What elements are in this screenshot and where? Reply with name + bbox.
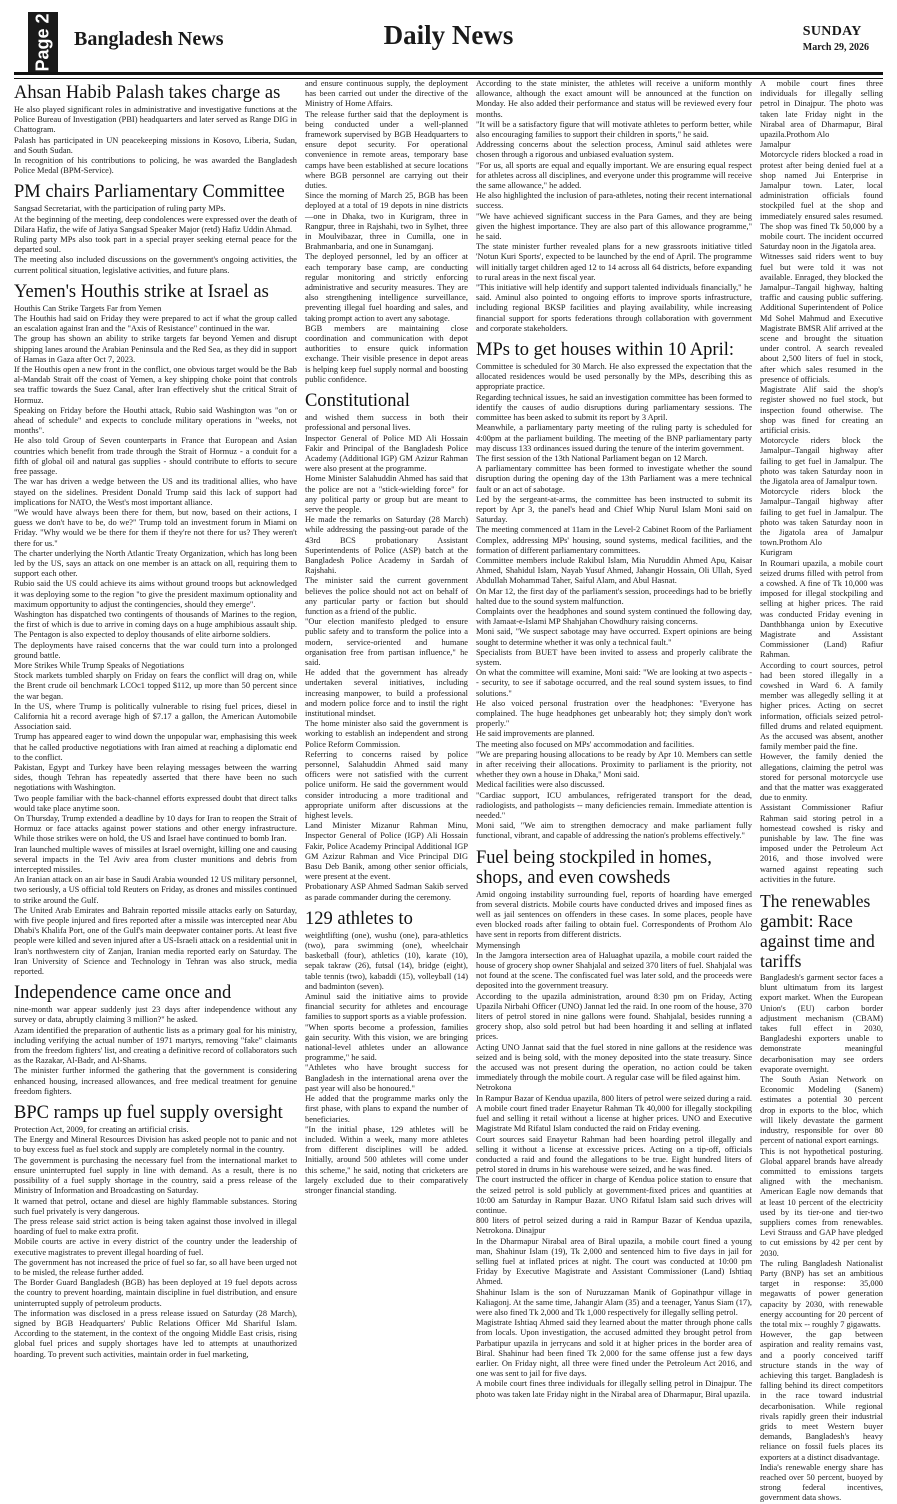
article-paragraph: The government is purchasing the necessary fuel from the international market to ensure uninterrupted fuel supply in line with demand. As a result, there is no possibility of a fuel supply shortage in the country, said a press release of the Ministry of Information and Broadcasting on Saturday. — [14, 1155, 297, 1196]
article-body — [14, 204, 297, 275]
article-body — [476, 362, 752, 842]
article-paragraph: Acting UNO Jannat said that the fuel stored in nine gallons at the residence was seized and is being sold, with the money deposited into the state treasury. Since the accused was not present during the operation, no action could be taken immediately through the mobile court. A regular case will be filed against him. — [476, 1042, 752, 1083]
article-paragraph: The group has shown an ability to strike targets far beyond Yemen and disrupt shipping lanes around the Arabian Peninsula and the Red Sea, as they did in support of Hamas in Gaza after Oct 7, 2023. — [14, 334, 297, 364]
headline-independence: Independence came once and — [14, 983, 232, 1004]
article-paragraph: "We are preparing housing allocations to be ready by Apr 10. Members can settle in after receiving their allocations. Proximity to parliament is the priority, not whether they own a house in Dhaka," Moni said. — [476, 749, 752, 780]
article-paragraph: The first session of the 13th National Parliament began on 12 March. — [476, 453, 708, 463]
article-paragraph: In the US, where Trump is politically vulnerable to rising fuel prices, diesel in California hit a record average high of $7.17 a gallon, the American Automobile Association said. — [14, 701, 297, 732]
newspaper-title: Daily News — [383, 20, 514, 50]
article-paragraph: Magistrate Ishtiaq Ahmed said they learned about the matter through phone calls from locals. Upon investigation, the accused admitted they brought petrol from Parbatipur upazila in jerrycans and sold it at higher prices in the border area of Biral. Shahinur had been fined Tk 2,000 for the same offense just a few days earlier. On Friday night, all three were fined under the Petroleum Act 2016, and one was sent to jail for five days. — [476, 1318, 752, 1379]
headline-houthis: Yemen's Houthis strike at Israel as — [14, 281, 269, 302]
article-paragraph: Meanwhile, a parliamentary party meeting of the ruling party is scheduled for 4:00pm at the parliament building. The meeting of the BNP parliamentary party may discuss 133 ordinances issued during the tenure of the interim government. — [476, 423, 752, 453]
article-paragraph: In Roumari upazila, a mobile court seized drums filled with petrol from a cowshed. A fine of Tk 10,000 was imposed for illegal stockpiling and selling at higher prices. The raid was conducted Friday evening in Danthbhanga union by Executive Magistrate and Assistant Commissioner (Land) Rafiur Rahman. — [760, 558, 883, 660]
masthead — [14, 0, 883, 72]
article-paragraph: Complaints over the headphones and sound system continued the following day, with Jamaat-e-Islami MP Shahjahan Chowdhury raising concerns. — [476, 606, 752, 627]
article-paragraph: 800 liters of petrol seized during a raid in Rampur Bazar of Kendua upazila, Netrokona. Dinajpur — [476, 1216, 752, 1236]
article-paragraph: "Our election manifesto pledged to ensure public safety and to transform the police into a modern, service-oriented and humane organisation free from partisan influence," he said. — [305, 617, 468, 667]
article-paragraph: Led by the sergeant-at-arms, the committee has been instructed to submit its report by Apr 3, the panel's head and Chief Whip Nurul Islam Moni said on Saturday. — [476, 494, 752, 525]
article-paragraph: Motorcycle riders block the Jamalpur–Tangail highway after failing to get fuel in Jamalpur. The photo was taken Saturday noon in the Jigatola area of Jamalpur town.Prothom Alo — [760, 487, 883, 548]
article-paragraph: In the Dharmapur Nirabal area of Biral upazila, a mobile court fined a young man, Shahinur Islam (19), Tk 2,000 and sentenced him to five days in jail for selling fuel at inflated prices at night. The court was conducted at 10:00 pm Friday by Executive Magistrate and Assistant Commissioner (Land) Ishtiaq Ahmed. — [476, 1236, 752, 1287]
article-paragraph: The war has driven a wedge between the US and its traditional allies, who have stayed on the sidelines. President Donald Trump said this lack of support had implications for NATO, the West's most important alliance. — [14, 477, 297, 507]
article-body — [476, 79, 752, 334]
article-paragraph: However, the gap between aspiration and reality remains vast, and a poorly conceived tariff structure stands in the way of achieving this target. Bangladesh is falling behind its direct competitors in the race toward industrial decarbonisation. While regional rivals rapidly green their industrial grids to meet Western buyer demands, Bangladesh's heavy reliance on fossil fuels places its exporters at a distinct disadvantage. — [760, 1330, 883, 1462]
article-paragraph: The minister said the current government believes the police should not act on behalf of any particular party or faction but should function as a friend of the public. — [305, 576, 468, 616]
article-paragraph: The minister further informed the gathering that the government is considering enhanced housing, increased allowances, and free medical treatment for genuine freedom fighters. — [14, 1066, 297, 1096]
article-paragraph: Amid ongoing instability surrounding fuel, reports of hoarding have emerged from several districts. Mobile courts have conducted drives and imposed fines as well as jail sentences on offenders in these cases. In some places, people have even blocked roads after failing to obtain fuel. Correspondents of Prothom Alo have sent in reports from different districts. — [476, 889, 752, 940]
article-paragraph: Sangsad Secretariat, with the participation of ruling party MPs. — [14, 204, 226, 214]
article-paragraph: Mobile courts are active in every district of the country under the leadership of executive magistrates to prevent illegal hoarding of fuel. — [14, 1237, 297, 1257]
article-paragraph: Motorcycle riders blocked a road in protest after being denied fuel at a shop named Jui Enterprise in Jamalpur town. Later, local administration officials found stockpiled fuel at the shop and immediately ensured sales resumed. The shop was fined Tk 50,000 by a mobile court. The incident occurred Saturday noon in the Jigatola area. — [760, 150, 883, 252]
article-paragraph: Kurigram — [760, 548, 793, 558]
article-body — [14, 1125, 297, 1360]
dateline — [803, 24, 869, 53]
article-houthis — [14, 282, 297, 977]
article-paragraph: The information was disclosed in a press release issued on Saturday (28 March), signed by BGB Headquarters' Public Relations Officer Md Shariful Islam. According to the statement, in the context of the ongoing Middle East crisis, rising global fuel prices and supply shortages have led to attempts at unauthorized hoarding. To prevent such activities, maintain order in fuel marketing, — [14, 1308, 297, 1359]
article-paragraph: The meeting commenced at 11am in the Level-2 Cabinet Room of the Parliament Complex, addressing MPs' housing, sound systems, medical facilities, and the formation of different parliamentary committees. — [476, 525, 752, 555]
article-athletes — [305, 909, 468, 1196]
article-paragraph: The deployments have raised concerns that the war could turn into a prolonged ground battle. — [14, 640, 297, 660]
column-1 — [14, 79, 297, 1369]
article-paragraph: Rubio said the US could achieve its aims without ground troops but acknowledged it was deploying some to the region "to give the president maximum optionality and maximum opportunity to adjust the contingencies, should they emerge". — [14, 579, 297, 609]
article-paragraph: Home Minister Salahuddin Ahmed has said that the police are not a "stick-wielding force" for any political party or group but are meant to serve the people. — [305, 474, 468, 514]
article-paragraph: "We have achieved significant success in the Para Games, and they are being given the highest importance. They are also part of this allowance programme," he said. — [476, 211, 752, 242]
article-paragraph: nine-month war appear suddenly just 23 days after independence without any survey or data, abruptly claiming 3 million?" he asked. — [14, 1005, 297, 1025]
article-paragraph: The state minister further revealed plans for a new grassroots initiative titled 'Notun Kuri Sports', expected to be launched by the end of April. The programme will initially target children aged 12 to 14 across all 64 districts, before expanding to rural areas in the next fiscal year. — [476, 242, 752, 282]
article-pm-chairs — [14, 182, 297, 275]
article-paragraph: Mymensingh — [476, 940, 521, 950]
article-paragraph: In recognition of his contributions to policing, he was awarded the Bangladesh Police Medal (BPM-Service). — [14, 156, 297, 176]
article-paragraph: The Border Guard Bangladesh (BGB) has been deployed at 19 fuel depots across the country to prevent hoarding, maintain discipline in fuel distribution, and ensure uninterrupted supply of petroleum products. — [14, 1278, 297, 1308]
masthead-rule-thick — [14, 72, 883, 75]
article-paragraph: It warned that petrol, octane and diesel are highly flammable substances. Storing such fuel privately is very dangerous. — [14, 1196, 297, 1216]
headline-fuel-stockpiled: Fuel being stockpiled in homes, shops, and even cowsheds — [476, 847, 712, 888]
article-paragraph: According to the upazila administration, around 8:30 pm on Friday, Acting Upazila Nirbahi Officer (UNO) Jannat led the raid. In one room of the house, 370 liters of petrol stored in nine gallons were found. Shahjalal, besides running a grocery shop, also sold petrol but had been hoarding it and selling at inflated prices. — [476, 991, 752, 1042]
article-sports-allowance — [476, 79, 752, 334]
article-paragraph: More Strikes While Trump Speaks of Negotiations — [14, 660, 185, 670]
article-paragraph: Assistant Commissioner Rafiur Rahman said storing petrol in a homestead cowshed is risky and punishable by law. The fine was imposed under the Petroleum Act 2016, and those involved were warned against repeating such activities in the future. — [760, 803, 883, 884]
article-paragraph: Trump has appeared eager to wind down the unpopular war, emphasising this week that he called productive negotiations with Iran aimed at reaching a diplomatic end to the conflict. — [14, 732, 297, 762]
article-body — [14, 304, 297, 977]
article-paragraph: The Houthis had said on Friday they were prepared to act if what the group called an escalation against Iran and the "Axis of Resistance" continued in the war. — [14, 314, 297, 334]
article-body — [305, 413, 468, 903]
article-constitutional — [305, 391, 468, 903]
article-paragraph: On Thursday, Trump extended a deadline by 10 days for Iran to reopen the Strait of Hormuz or face attacks against power stations and other energy infrastructure. While those strikes were on hold, the US and Israel have continued to bomb Iran. — [14, 814, 297, 844]
article-paragraph: In Rampur Bazar of Kendua upazila, 800 liters of petrol were seized during a raid. A mobile court fined trader Enayetur Rahman Tk 40,000 for illegally stockpiling fuel and selling it retail without a license at higher prices. UNO and Executive Magistrate Md Rifatul Islam conducted the raid on Friday evening. — [476, 1093, 752, 1134]
article-body — [760, 79, 883, 885]
article-paragraph: Azam identified the preparation of authentic lists as a primary goal for his ministry, including verifying the actual number of 1971 martyrs, removing "fake" claimants from the freedom fighters' list, and creating a definitive record of collaborators such as the Razakar, Al-Badr, and Al-Shams. — [14, 1025, 297, 1066]
article-bpc — [14, 1103, 297, 1360]
article-paragraph: Medical facilities were also discussed. — [476, 780, 605, 790]
article-paragraph: The charter underlying the North Atlantic Treaty Organization, which has long been led by the US, says an attack on one member is an attack on all, requiring them to support each other. — [14, 548, 297, 579]
dateline-day: SUNDAY — [802, 24, 862, 39]
article-paragraph: Washington has dispatched two contingents of thousands of Marines to the region, the first of which is due to arrive in coming days on a huge amphibious assault ship. The Pentagon is also expected to deploy thousands of elite airborne soldiers. — [14, 609, 297, 640]
article-paragraph: Protection Act, 2009, for creating an artificial crisis. — [14, 1125, 189, 1135]
article-bgb-continued — [305, 79, 468, 385]
article-paragraph: A mobile court fines three individuals for illegally selling petrol in Dinajpur. The photo was taken late Friday night in the Nirabal area of Dharmapur, Biral upazila. — [476, 1379, 752, 1399]
article-body — [760, 973, 883, 1504]
article-paragraph: He also told Group of Seven counterparts in France that European and Asian countries which benefit from trade through the Strait of Hormuz - a conduit for a fifth of global oil and natural gas supplies - should contribute to efforts to secure free passage. — [14, 436, 297, 477]
article-paragraph: At the beginning of the meeting, deep condolences were expressed over the death of Dilara Hafiz, the wife of Jatiya Sangsad Speaker Major (retd) Hafiz Uddin Ahmad. — [14, 214, 297, 234]
article-paragraph: and wished them success in both their professional and personal lives. — [305, 413, 468, 433]
article-paragraph: This is not hypothetical posturing. Global apparel brands have already committed to emissions targets aligned with the mechanism. American Eagle now demands that at least 10 percent of the electricity used by its tier-one and tier-two suppliers comes from renewables. Levi Strauss and GAP have pledged to cut emissions by 42 per cent by 2030. — [760, 1146, 883, 1258]
article-paragraph: He also highlighted the inclusion of para-athletes, noting their recent international success. — [476, 191, 752, 211]
article-paragraph: He also voiced personal frustration over the headphones: "Everyone has complained. The huge headphones get unbearably hot; they simply don't work properly." — [476, 698, 752, 729]
article-paragraph: Two people familiar with the back-channel efforts expressed doubt that direct talks would take place anytime soon. — [14, 793, 297, 813]
article-paragraph: and ensure continuous supply, the deployment has been carried out under the directive of the Ministry of Home Affairs. — [305, 79, 468, 109]
article-body — [305, 79, 468, 385]
article-paragraph: If the Houthis open a new front in the conflict, one obvious target would be the Bab al-Mandab Strait off the coast of Yemen, a key shipping choke point that controls sea traffic towards the Suez Canal, after Iran effectively shut the critical Strait of Hormuz. — [14, 365, 297, 405]
column-3 — [476, 79, 752, 1399]
article-paragraph: Palash has participated in UN peacekeeping missions in Kosovo, Liberia, Sudan, and South Sudan. — [14, 135, 297, 155]
article-paragraph: Shahinur Islam is the son of Nuruzzaman Manik of Gopinathpur village in Kaliagonj. At the same time, Jahangir Alam (35) and a teenager, Yanus Siam (17), were also fined Tk 2,000 and Tk 1,000 respectively for illegally selling petrol. — [476, 1287, 752, 1317]
article-paragraph: Referring to concerns raised by police personnel, Salahuddin Ahmed said many officers were not satisfied with the current police uniform. He said the government would consider introducing a more traditional and appropriate uniform after discussions at the highest levels. — [305, 749, 468, 821]
article-paragraph: Witnesses said riders went to buy fuel but were told it was not available. Enraged, they blocked the Jamalpur–Tangail highway, halting traffic and causing public suffering. Additional Superintendent of Police Md Sohel Mahmud and Executive Magistrate BMSR Alif arrived at the scene and brought the situation under control. A search revealed about 2,500 liters of fuel in stock, after which sales resumed in the presence of officials. — [760, 252, 883, 384]
article-paragraph: "In the initial phase, 129 athletes will be included. Within a week, many more athletes from different disciplines will be added. Initially, around 500 athletes will come under this scheme," he said, noting that cricketers are largely excluded due to their comparatively stronger financial standing. — [305, 1124, 468, 1195]
article-paragraph: "We would have always been there for them, but now, based on their actions, I guess we don't have to be, do we?" Trump told an investment forum in Miami on Friday. "Why would we be there for them if they're not there for us? They weren't there for us." — [14, 507, 297, 548]
article-paragraph: The meeting also included discussions on the government's ongoing activities, the current political situation, legislative activities, and future plans. — [14, 255, 297, 275]
article-paragraph: On Mar 12, the first day of the parliament's session, proceedings had to be briefly halted due to the sound system malfunction. — [476, 586, 752, 606]
columns — [14, 79, 883, 1503]
article-paragraph: The government has not increased the price of fuel so far, so all have been urged not to be misled, the release further added. — [14, 1257, 297, 1277]
article-paragraph: He also played significant roles in administrative and investigative functions at the Police Bureau of Investigation (PBI) headquarters and later served as Range DIG in Chattogram. — [14, 105, 297, 135]
article-paragraph: Committee members include Rakibul Islam, Mia Nuruddin Ahmed Apu, Kaisar Ahmed, Shahidul Islam, Nayab Yusuf Ahmed, Jahangir Hossain, Oli Ullah, Syed Abdullah Mohammad Taher, Saiful Alam, and Abul Hasnat. — [476, 555, 752, 586]
article-paragraph: Since the morning of March 25, BGB has been deployed at a total of 19 depots in nine districts—one in Dhaka, two in Kurigram, three in Rangpur, three in Rajshahi, two in Sylhet, three in Moulvibazar, three in Cumilla, one in Brahmanbaria, and one in Sunamganj. — [305, 191, 468, 252]
article-paragraph: Probationary ASP Ahmed Sadman Sakib served as parade commander during the ceremony. — [305, 882, 468, 902]
section-name: Bangladesh News — [74, 28, 224, 50]
dateline-date: March 29, 2026 — [802, 42, 869, 53]
article-paragraph: BGB members are maintaining close coordination and communication with depot authorities to ensure quick information exchange. Their visible presence in depot areas is helping keep fuel supply normal and boosting public confidence. — [305, 323, 468, 384]
article-paragraph: Pakistan, Egypt and Turkey have been relaying messages between the warring sides, though Tehran has repeatedly asserted that there have been no such negotiations with Washington. — [14, 762, 297, 793]
article-paragraph: Moni said, "We suspect sabotage may have occurred. Expert opinions are being sought to determine whether it was only a technical fault." — [476, 627, 752, 647]
article-body — [14, 105, 297, 176]
article-paragraph: "When sports become a profession, families gain security. With this vision, we are bringing national-level athletes under an allowance programme," he said. — [305, 1022, 468, 1063]
article-paragraph: India's renewable energy share has reached over 50 percent, buoyed by strong federal incentives, government data shows. — [760, 1462, 883, 1503]
article-paragraph: The court instructed the officer in charge of Kendua police station to ensure that the seized petrol is sold publicly at government-fixed prices and quantities at 10:00 am Saturday in Rampur Bazar. UNO Rifatul Islam said such drives will continue. — [476, 1175, 752, 1215]
article-paragraph: Regarding technical issues, he said an investigation committee has been formed to identify the causes of audio disruptions during parliamentary sessions. The committee has been asked to submit its report by 3 April. — [476, 392, 752, 423]
article-paragraph: Jamalpur — [760, 140, 791, 150]
article-paragraph: He added that the government has already undertaken several initiatives, including increasing manpower, to build a professional and modern police force and to instil the right institutional mindset. — [305, 668, 468, 718]
article-paragraph: Motorcycle riders block the Jamalpur–Tangail highway after failing to get fuel in Jamalpur. The photo was taken Saturday noon in the Jigatola area of Jamalpur town. — [760, 436, 883, 486]
headline-mps-houses: MPs to get houses within 10 April: — [476, 340, 734, 361]
article-paragraph: Houthis Can Strike Targets Far from Yemen — [14, 303, 162, 313]
article-fuel-continued — [760, 79, 883, 885]
article-paragraph: However, the family denied the allegations, claiming the petrol was stored for personal motorcycle use and that the matter was exaggerated due to enmity. — [760, 752, 883, 803]
page-number-label: Page 2 — [32, 12, 53, 72]
article-body — [305, 931, 468, 1196]
article-paragraph: The United Arab Emirates and Bahrain reported missile attacks early on Saturday, with five people injured and fires reported after a missile was intercepted near Abu Dhabi's Khalifa Port, one of the Gulf's main deepwater container ports. At least five people were killed and seven injured after a US-Israeli attack on a residential unit in Iran's northwestern city of Zanjan, Iranian media reported early on Saturday. The Iran University of Science and Technology in Tehran was also struck, media reported. — [14, 905, 297, 977]
article-paragraph: The South Asian Network on Economic Modeling (Sanem) estimates a potential 30 percent drop in exports to the bloc, which will likely devastate the garment industry, responsible for over 80 percent of national export earnings. — [760, 1075, 883, 1146]
article-paragraph: The Energy and Mineral Resources Division has asked people not to panic and not to buy excess fuel as fuel stock and supply are completely normal in the country. — [14, 1135, 297, 1155]
article-paragraph: The release further said that the deployment is being conducted under a well-planned framework supervised by BGB Headquarters to ensure depot security. For operational convenience in remote areas, temporary base camps have been established at secure locations where BGB personnel are carrying out their duties. — [305, 109, 468, 191]
article-paragraph: The deployed personnel, led by an officer at each temporary base camp, are conducting regular monitoring and strictly enforcing administrative and security measures. They are also strengthening intelligence surveillance, preventing illegal fuel hoarding and sales, and taking prompt action to avert any sabotage. — [305, 252, 468, 323]
article-paragraph: A mobile court fines three individuals for illegally selling petrol in Dinajpur. The photo was taken late Friday night in the Nirabal area of Dharmapur, Biral upazila.Prothom Alo — [760, 79, 883, 140]
article-paragraph: "Athletes who have brought success for Bangladesh in the international arena over the past year will also be honoured." — [305, 1063, 468, 1093]
article-independence — [14, 983, 297, 1097]
article-paragraph: On what the committee will examine, Moni said: "We are looking at two aspects -- security, to see if sabotage occurred, and the real sound system issues, to find solutions." — [476, 668, 752, 698]
article-paragraph: Committee is scheduled for 30 March. He also expressed the expectation that the allocated residences would be used personally by the MPs, describing this as appropriate practice. — [476, 362, 752, 392]
article-paragraph: The meeting also focused on MPs' accommodation and facilities. — [476, 739, 695, 749]
article-paragraph: The home minister also said the government is working to establish an independent and strong Police Reform Commission. — [305, 719, 468, 749]
headline-renewables: The renewables gambit: Race against time and tariffs — [760, 891, 875, 972]
article-paragraph: weightlifting (one), wushu (one), para-athletics (two), para swimming (one), wheelchair basketball (four), athletics (10), karate (10), sepak takraw (26), futsal (14), bridge (eight), table tennis (two), kabaddi (15), volleyball (14) and badminton (seven). — [305, 930, 468, 991]
article-fuel-stockpiled — [476, 848, 752, 1400]
article-body — [476, 890, 752, 1400]
article-paragraph: According to court sources, petrol had been stored illegally in a cowshed in Ward 6. A family member was allegedly selling it at higher prices. Acting on secret information, officials seized petrol-filled drums and related equipment. As the accused was absent, another family member paid the fine. — [760, 660, 883, 752]
article-paragraph: He added that the programme marks only the first phase, with plans to expand the number of beneficiaries. — [305, 1094, 468, 1124]
article-paragraph: In the Jamgora intersection area of Haluaghat upazila, a mobile court raided the house of grocery shop owner Shahjalal and seized 370 liters of fuel. Shahjalal was not found at the scene. The confiscated fuel was later sold, and the proceeds were deposited into the government treasury. — [476, 950, 752, 991]
headline-constitutional: Constitutional — [305, 391, 410, 412]
article-paragraph: Moni said, "We aim to strengthen democracy and make parliament fully functional, vibrant, and capable of addressing the nation's problems effectively." — [476, 821, 752, 841]
headline-athletes: 129 athletes to — [305, 908, 413, 929]
article-renewables — [760, 891, 883, 1504]
article-paragraph: A parliamentary committee has been formed to investigate whether the sound disruption during the opening day of the 13th Parliament was a mere technical fault or an act of sabotage. — [476, 464, 752, 494]
article-paragraph: Addressing concerns about the selection process, Aminul said athletes were chosen through a rigorous and unbiased evaluation system. — [476, 140, 752, 160]
headline-bpc: BPC ramps up fuel supply oversight — [14, 1103, 283, 1124]
article-paragraph: Iran launched multiple waves of missiles at Israel overnight, killing one and causing several impacts in the Tel Aviv area from cluster munitions and debris from intercepted missiles. — [14, 844, 297, 875]
article-paragraph: "Cardiac support, ICU ambulances, refrigerated transport for the dead, radiologists, and pathologists -- many deficiencies remain. Immediate attention is needed." — [476, 790, 752, 821]
article-paragraph: According to the state minister, the athletes will receive a uniform monthly allowance, although the exact amount will be announced at the function on Monday. He also added their performance and status will be reviewed every four months. — [476, 79, 752, 119]
article-paragraph: Stock markets tumbled sharply on Friday on fears the conflict will drag on, while the Brent crude oil benchmark LCOc1 topped $112, up more than 50 percent since the war began. — [14, 671, 297, 701]
article-paragraph: An Iranian attack on an air base in Saudi Arabia wounded 12 US military personnel, two seriously, a US official told Reuters on Friday, as drones and missiles continued to strike around the Gulf. — [14, 875, 297, 905]
headline-pm-chairs: PM chairs Parliamentary Committee — [14, 182, 285, 203]
article-paragraph: Land Minister Mizanur Rahman Minu, Inspector General of Police (IGP) Ali Hossain Fakir, Police Academy Principal Additional IGP GM Azizur Rahman and Vice Principal DIG Basu Deb Banik, among other senior officials, were present at the event. — [305, 821, 468, 882]
article-paragraph: The ruling Bangladesh Nationalist Party (BNP) has set an ambitious target in response: 35,000 megawatts of power generation capacity by 2030, with renewable energy accounting for 20 percent of the total mix -- roughly 7 gigawatts. — [760, 1258, 883, 1329]
article-paragraph: Aminul said the initiative aims to provide financial security for athletes and encourage families to support sports as a viable profession. — [305, 992, 468, 1022]
column-4 — [760, 79, 883, 1503]
article-paragraph: He made the remarks on Saturday (28 March) while addressing the passing-out parade of the 43rd BCS probationary Assistant Superintendents of Police (ASP) batch at the Bangladesh Police Academy in Sardah of Rajshahi. — [305, 515, 468, 576]
article-palash — [14, 83, 297, 176]
article-mps-houses — [476, 340, 752, 842]
article-paragraph: "For us, all sports are equal and equally important. We are ensuring equal respect for athletes across all disciplines, and everyone under this programme will receive the same allowance," he added. — [476, 160, 752, 191]
article-paragraph: Magistrate Alif said the shop's register showed no fuel stock, but inspection found otherwise. The shop was fined for creating an artificial crisis. — [760, 385, 883, 435]
article-paragraph: Court sources said Enayetur Rahman had been hoarding petrol illegally and selling it without a license at excessive prices. Acting on a tip-off, officials conducted a raid and found the allegations to be true. Eight hundred liters of petrol stored in drums in his warehouse were seized, and he was fined. — [476, 1134, 752, 1175]
column-2 — [305, 79, 468, 1369]
article-paragraph: Speaking on Friday before the Houthi attack, Rubio said Washington was "on or ahead of schedule" and expects to conclude military operations in "weeks, not months". — [14, 405, 297, 436]
article-paragraph: Specialists from BUET have been invited to assess and properly calibrate the system. — [476, 647, 752, 667]
headline-palash: Ahsan Habib Palash takes charge as — [14, 83, 281, 103]
article-paragraph: "This initiative will help identify and support talented individuals financially," he said. Aminul also pointed to ongoing efforts to improve sports infrastructure, including regional BKSP facilities and playing availability, while increasing financial support for sports federations through collaboration with government and corporate stakeholders. — [476, 283, 752, 333]
article-paragraph: The press release said strict action is being taken against those involved in illegal hoarding of fuel to make extra profit. — [14, 1216, 297, 1237]
article-paragraph: "It will be a satisfactory figure that will motivate athletes to perform better, while also encouraging families to support their children in sports," he said. — [476, 119, 752, 140]
article-body — [14, 1005, 297, 1097]
article-paragraph: Bangladesh's garment sector faces a blunt ultimatum from its largest export market. When the European Union's (EU) carbon border adjustment mechanism (CBAM) takes full effect in 2030, Bangladeshi exporters unable to demonstrate meaningful decarbonisation may see orders evaporate overnight. — [760, 973, 883, 1074]
article-paragraph: He said improvements are planned. — [476, 729, 595, 739]
article-paragraph: Inspector General of Police MD Ali Hossain Fakir and Principal of the Bangladesh Police Academy (Additional IGP) GM Azizur Rahman were also present at the programme. — [305, 433, 468, 474]
article-paragraph: Ruling party MPs also took part in a special prayer seeking eternal peace for the departed soul. — [14, 235, 297, 255]
article-paragraph: Netrokona — [476, 1083, 512, 1093]
